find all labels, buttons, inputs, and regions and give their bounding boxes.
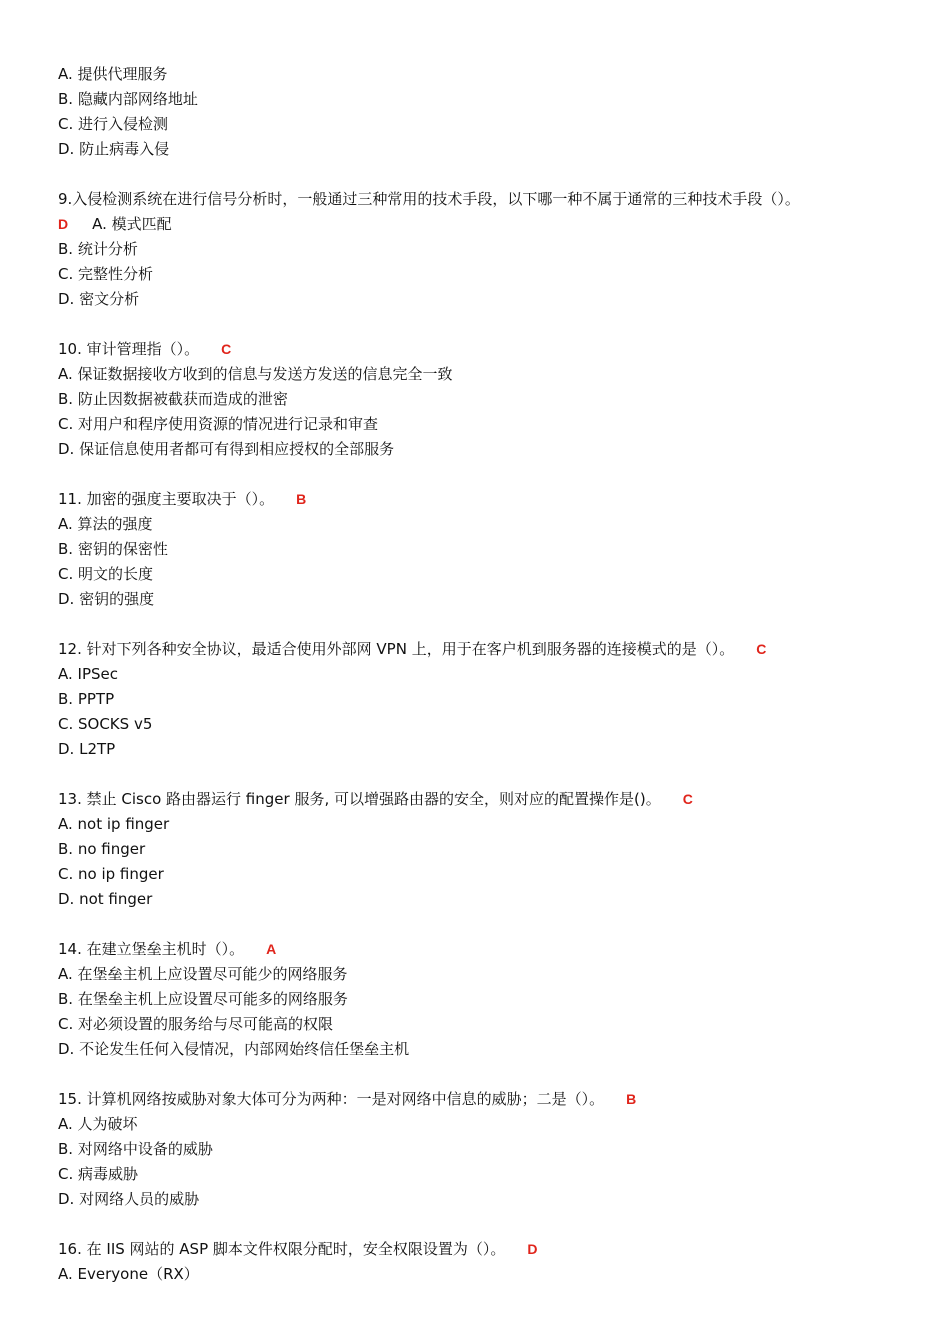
option-a: A. 模式匹配 <box>92 215 172 233</box>
option-d: D. not finger <box>58 890 153 908</box>
option-a: A. 在堡垒主机上应设置尽可能少的网络服务 <box>58 965 348 983</box>
option-d: D. 密文分析 <box>58 290 140 308</box>
answer-key: C <box>682 791 693 807</box>
option-a: A. IPSec <box>58 665 118 683</box>
answer-key: C <box>221 341 232 357</box>
option-c: C. 进行入侵检测 <box>58 115 169 133</box>
option-b: B. 隐藏内部网络地址 <box>58 90 198 108</box>
question-block-11 <box>58 487 938 612</box>
question-text: 9.入侵检测系统在进行信号分析时，一般通过三种常用的技术手段，以下哪一种不属于通常的三种技术手段（）。 <box>58 190 800 208</box>
option-c: C. no ip finger <box>58 865 164 883</box>
option-c: C. 病毒威胁 <box>58 1165 139 1183</box>
answer-key: C <box>756 641 767 657</box>
question-text: 14. 在建立堡垒主机时（）。 <box>58 940 245 958</box>
option-d: D. 不论发生任何入侵情况，内部网始终信任堡垒主机 <box>58 1040 410 1058</box>
question-text: 13. 禁止 Cisco 路由器运行 finger 服务, 可以增强路由器的安全，则对应的配置操作是()。 <box>58 790 661 808</box>
question-block-16 <box>58 1237 938 1287</box>
answer-key: D <box>527 1241 538 1257</box>
question-block-prev <box>58 62 938 162</box>
option-b: B. 对网络中设备的威胁 <box>58 1140 213 1158</box>
option-d: D. 对网络人员的威胁 <box>58 1190 200 1208</box>
question-block-13 <box>58 787 938 912</box>
option-c: C. SOCKS v5 <box>58 715 153 733</box>
option-b: B. no finger <box>58 840 146 858</box>
answer-key: B <box>296 491 307 507</box>
question-text: 16. 在 IIS 网站的 ASP 脚本文件权限分配时，安全权限设置为（）。 <box>58 1240 506 1258</box>
option-d: D. 密钥的强度 <box>58 590 155 608</box>
option-a: A. 人为破坏 <box>58 1115 138 1133</box>
question-block-12 <box>58 637 938 762</box>
question-text: 12. 针对下列各种安全协议，最适合使用外部网 VPN 上，用于在客户机到服务器的连接模式的是（）。 <box>58 640 735 658</box>
option-b: B. 防止因数据被截获而造成的泄密 <box>58 390 288 408</box>
answer-key: B <box>626 1091 637 1107</box>
question-text: 11. 加密的强度主要取决于（）。 <box>58 490 275 508</box>
question-block-15 <box>58 1087 938 1212</box>
question-text: 15. 计算机网络按威胁对象大体可分为两种：一是对网络中信息的威胁；二是（）。 <box>58 1090 605 1108</box>
option-c: C. 对用户和程序使用资源的情况进行记录和审查 <box>58 415 379 433</box>
option-b: B. 统计分析 <box>58 240 138 258</box>
option-d: D. 防止病毒入侵 <box>58 140 170 158</box>
option-b: B. 在堡垒主机上应设置尽可能多的网络服务 <box>58 990 348 1008</box>
question-text: 10. 审计管理指（）。 <box>58 340 200 358</box>
option-d: D. 保证信息使用者都可有得到相应授权的全部服务 <box>58 440 395 458</box>
answer-key: D <box>58 216 69 232</box>
option-a: A. Everyone（RX） <box>58 1265 199 1283</box>
document-page <box>58 62 938 1287</box>
answer-key: A <box>266 941 277 957</box>
option-b: B. PPTP <box>58 690 115 708</box>
option-a: A. 提供代理服务 <box>58 65 168 83</box>
option-c: C. 明文的长度 <box>58 565 154 583</box>
option-c: C. 对必须设置的服务给与尽可能高的权限 <box>58 1015 334 1033</box>
question-block-10 <box>58 337 938 462</box>
option-a: A. not ip finger <box>58 815 170 833</box>
question-block-14 <box>58 937 938 1062</box>
option-d: D. L2TP <box>58 740 116 758</box>
option-a: A. 算法的强度 <box>58 515 153 533</box>
option-c: C. 完整性分析 <box>58 265 154 283</box>
option-b: B. 密钥的保密性 <box>58 540 168 558</box>
question-block-9 <box>58 187 938 312</box>
option-a: A. 保证数据接收方收到的信息与发送方发送的信息完全一致 <box>58 365 453 383</box>
